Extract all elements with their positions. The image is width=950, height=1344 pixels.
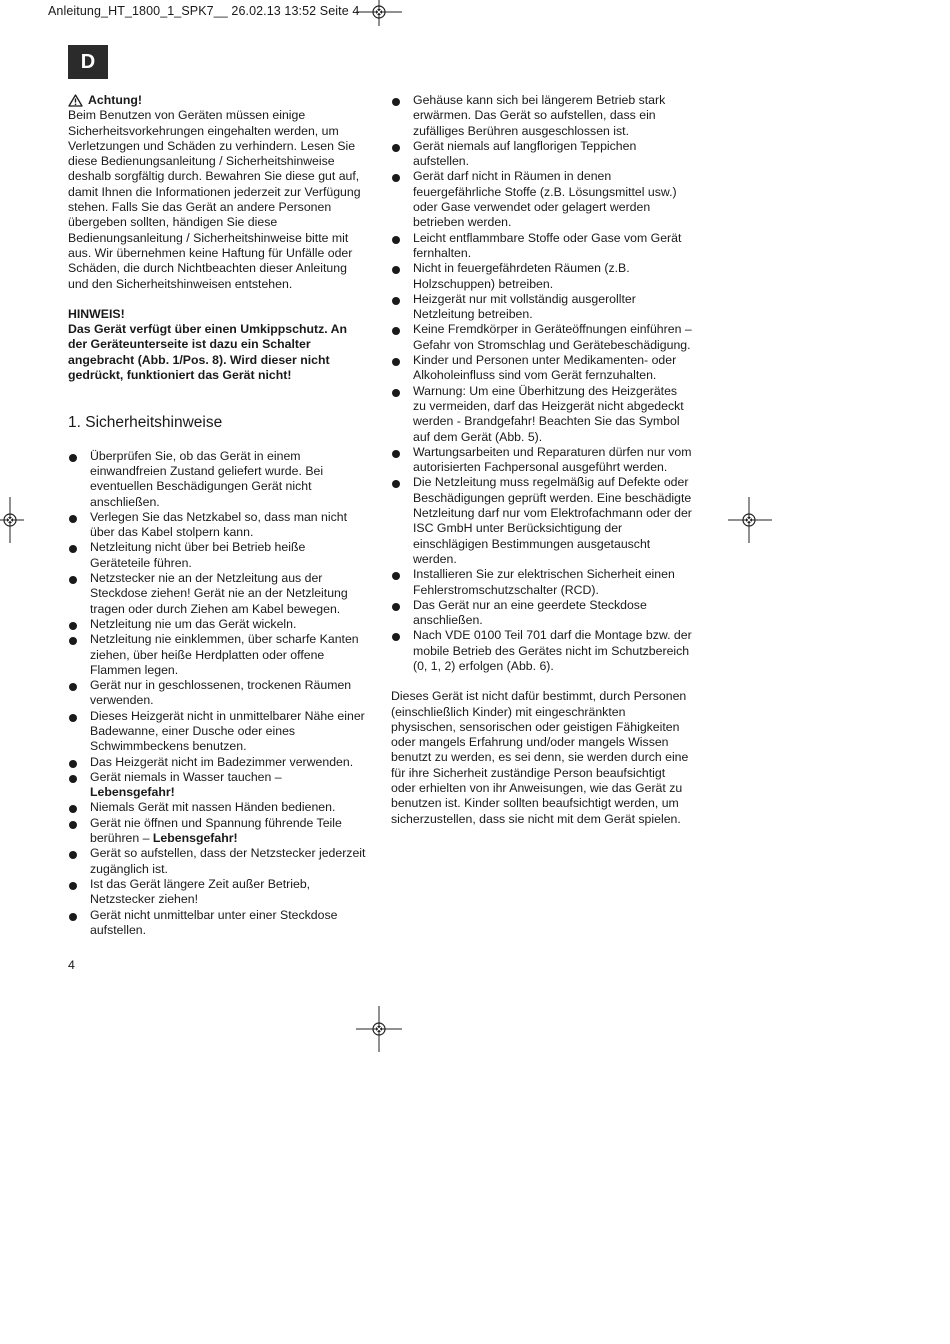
list-item: Keine Fremdkörper in Geräteöffnungen einführen – Gefahr von Stromschlag und Gerätebeschädigung. (391, 322, 693, 353)
list-item: Gerät so aufstellen, dass der Netzstecker jederzeit zugänglich ist. (68, 846, 368, 877)
warning-text: Beim Benutzen von Geräten müssen einige Sicherheitsvorkehrungen eingehalten werden, um Verletzungen und Schäden zu verhindern. Lesen Sie diese Bedienungsanleitung / Sicherheitshinweise deshalb sorgfältig durch. Bewahren Sie diese gut auf, damit Ihnen die Informationen jederzeit zur Verfügung stehen. Falls Sie das Gerät an andere Personen übergeben sollten, händigen Sie diese Bedienungsanleitung / Sicherheitshinweise bitte mit aus. Wir übernehmen keine Haftung für Unfälle oder Schäden, die durch Nichtbeachten dieser Anleitung und den Sicherheitshinweisen entstehen. (68, 108, 361, 291)
list-item: Heizgerät nur mit vollständig ausgerollter Netzleitung betreiben. (391, 292, 693, 323)
registration-mark-icon (356, 1006, 402, 1052)
list-item: Gehäuse kann sich bei längerem Betrieb stark erwärmen. Das Gerät so aufstellen, dass ein zufälliges Berühren ausgeschlossen ist. (391, 93, 693, 139)
list-item: Nicht in feuergefährdeten Räumen (z.B. Holzschuppen) betreiben. (391, 261, 693, 292)
warning-heading (68, 93, 368, 108)
list-item: Gerät niemals auf langflorigen Teppichen aufstellen. (391, 139, 693, 170)
list-item: Verlegen Sie das Netzkabel so, dass man nicht über das Kabel stolpern kann. (68, 510, 368, 541)
list-item: Dieses Heizgerät nicht in unmittelbarer Nähe einer Badewanne, einer Dusche oder eines Schwimmbeckens benutzen. (68, 709, 368, 755)
left-column (68, 93, 368, 938)
list-item: Überprüfen Sie, ob das Gerät in einem einwandfreien Zustand geliefert wurde. Bei eventuellen Beschädigungen Gerät nicht anschließen. (68, 449, 368, 510)
list-item: Netzleitung nicht über bei Betrieb heiße Geräteteile führen. (68, 540, 368, 571)
hinweis-text: Das Gerät verfügt über einen Umkippschutz. An der Geräteunterseite ist dazu ein Schalter angebracht (Abb. 1/Pos. 8). Wird dieser nicht gedrückt, funktioniert das Gerät nicht! (68, 322, 348, 383)
list-item: Das Heizgerät nicht im Badezimmer verwenden. (68, 755, 368, 770)
hinweis-heading: HINWEIS! (68, 306, 125, 321)
list-item: Niemals Gerät mit nassen Händen bedienen. (68, 800, 368, 815)
closing-paragraph: Dieses Gerät ist nicht dafür bestimmt, durch Personen (einschließlich Kinder) mit eingeschränkten physischen, sensorischen oder geistigen Fähigkeiten oder mangels Erfahrung und/oder mangels Wissen benutzt zu werden, es sei denn, sie werden durch eine für ihre Sicherheit zuständige Person beaufsichtigt oder erhielten von ihr Anweisungen, wie das Gerät zu benutzen ist. Kinder sollten beaufsichtigt werden, um sicherzustellen, dass sie nicht mit dem Gerät spielen. (391, 689, 689, 826)
print-slug: Anleitung_HT_1800_1_SPK7__ 26.02.13 13:52 Seite 4 (48, 4, 360, 18)
list-item: Netzstecker nie an der Netzleitung aus der Steckdose ziehen! Gerät nie an der Netzleitung tragen oder durch Ziehen am Kabel bewegen. (68, 571, 368, 617)
registration-mark-icon (728, 497, 772, 543)
list-item: Die Netzleitung muss regelmäßig auf Defekte oder Beschädigungen geprüft werden. Eine beschädigte Netzleitung darf nur vom Elektrofachmann oder der ISC GmbH unter Berücksichtigung der einschlägigen Bestimmungen ausgetauscht werden. (391, 475, 693, 567)
list-item: Gerät niemals in Wasser tauchen – Lebensgefahr! (68, 770, 368, 801)
list-item: Gerät darf nicht in Räumen in denen feuergefährliche Stoffe (z.B. Lösungsmittel usw.) oder Gase verwendet oder gelagert werden betrieben werden. (391, 169, 693, 230)
registration-mark-icon (356, 0, 402, 26)
right-column (391, 93, 693, 827)
list-item: Gerät nicht unmittelbar unter einer Steckdose aufstellen. (68, 908, 368, 939)
list-item: Wartungsarbeiten und Reparaturen dürfen nur vom autorisierten Fachpersonal ausgeführt werden. (391, 445, 693, 476)
list-item: Kinder und Personen unter Medikamenten- oder Alkoholeinfluss sind vom Gerät fernzuhalten. (391, 353, 693, 384)
language-tab: D (68, 45, 108, 79)
list-item: Leicht entflammbare Stoffe oder Gase vom Gerät fernhalten. (391, 231, 693, 262)
list-item: Warnung: Um eine Überhitzung des Heizgerätes zu vermeiden, darf das Heizgerät nicht abgedeckt werden - Brandgefahr! Beachten Sie das Symbol auf dem Gerät (Abb. 5). (391, 384, 693, 445)
list-item: Das Gerät nur an eine geerdete Steckdose anschließen. (391, 598, 693, 629)
list-item: Netzleitung nie einklemmen, über scharfe Kanten ziehen, über heiße Herdplatten oder offene Flammen legen. (68, 632, 368, 678)
list-item: Nach VDE 0100 Teil 701 darf die Montage bzw. der mobile Betrieb des Gerätes nicht im Schutzbereich (0, 1, 2) erfolgen (Abb. 6). (391, 628, 693, 674)
warning-triangle-icon (68, 94, 83, 107)
list-item: Installieren Sie zur elektrischen Sicherheit einen Fehlerstromschutzschalter (RCD). (391, 567, 693, 598)
warning-heading-text: Achtung! (88, 93, 142, 107)
right-bullet-list (391, 93, 693, 674)
section-title: 1. Sicherheitshinweise (68, 414, 223, 432)
page-number: 4 (68, 958, 75, 972)
left-bullet-list (68, 449, 368, 939)
list-item: Gerät nie öffnen und Spannung führende Teile berühren – Lebensgefahr! (68, 816, 368, 847)
list-item: Gerät nur in geschlossenen, trockenen Räumen verwenden. (68, 678, 368, 709)
list-item: Ist das Gerät längere Zeit außer Betrieb, Netzstecker ziehen! (68, 877, 368, 908)
registration-mark-icon (0, 497, 24, 543)
list-item: Netzleitung nie um das Gerät wickeln. (68, 617, 368, 632)
